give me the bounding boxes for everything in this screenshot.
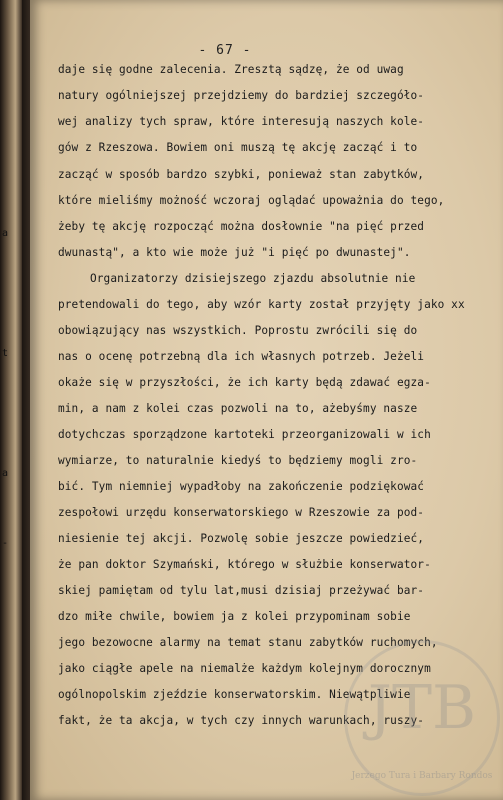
text-line: natury ogólniejszej przejdziemy do bardziej szczegóło- [58,89,425,102]
margin-mark: a [2,228,9,239]
text-line: okaże się w przyszłości, że ich karty będą zdawać egza- [58,376,431,389]
text-line: Organizatorzy dzisiejszego zjazdu absolutnie nie [90,272,416,285]
text-line: dotychczas sporządzone kartoteki przeorganizowali w ich [58,428,431,441]
text-line: wej analizy tych spraw, które interesują naszych kole- [58,115,425,128]
stamp-caption: Jerzego Tura i Barbary Rondos [351,771,493,781]
text-line: jako ciągłe apele na niemalże każdym kolejnym dorocznym [58,662,431,675]
text-line: wymiarze, to naturalnie kiedyś to będziemy mogli zro- [58,454,418,467]
text-line: dwunastą", a kto wie może już "i pięć po dwunastej". [58,246,411,259]
document-page [30,0,503,800]
margin-mark: - [2,538,9,549]
text-line: min, a nam z kolei czas pozwoli na to, ażebyśmy nasze [58,402,418,415]
text-line: żeby tę akcję rozpocząć można dosłownie "na pięć przed [58,220,425,233]
text-line: że pan doktor Szymański, którego w służbie konserwator- [58,558,431,571]
text-line: ogólnopolskim zjeździe konserwatorskim. Niewątpliwie [58,688,411,701]
text-line: nas o ocenę potrzebną dla ich własnych potrzeb. Jeżeli [58,350,425,363]
left-page-edge [0,0,22,800]
text-line: które mieliśmy możność wczoraj oglądać upoważnia do tego, [58,194,445,207]
text-line: niesienie tej akcji. Pozwolę sobie jeszcze powiedzieć, [58,532,425,545]
text-line: zespołowi urzędu konserwatorskiego w Rzeszowie za pod- [58,506,425,519]
text-line: zacząć w sposób bardzo szybki, ponieważ stan zabytków, [58,168,425,181]
text-line: jego bezowocne alarmy na temat stanu zabytków ruchomych, [58,636,438,649]
text-line: obowiązujący nas wszystkich. Poprostu zwrócili się do [58,324,418,337]
text-line: skiej pamiętam od tylu lat,musi dzisiaj przeżywać bar- [58,584,425,597]
text-line: daje się godne zalecenia. Zresztą sądzę, że od uwag [58,63,404,76]
margin-mark: a [2,468,9,479]
text-line: pretendowali do tego, aby wzór karty został przyjęty jako xx [58,298,465,311]
text-line: fakt, że ta akcja, w tych czy innych warunkach, ruszy- [58,714,425,727]
text-line: bić. Tym niemniej wypadłoby na zakończenie podziękować [58,480,425,493]
page-number: - 67 - [198,43,252,58]
margin-mark: t [2,348,9,359]
library-stamp-watermark [344,640,500,796]
stamp-monogram: JTB [367,673,477,743]
text-line: dzo miłe chwile, bowiem ja z kolei przypominam sobie [58,610,411,623]
text-line: gów z Rzeszowa. Bowiem oni muszą tę akcję zacząć i to [58,141,418,154]
